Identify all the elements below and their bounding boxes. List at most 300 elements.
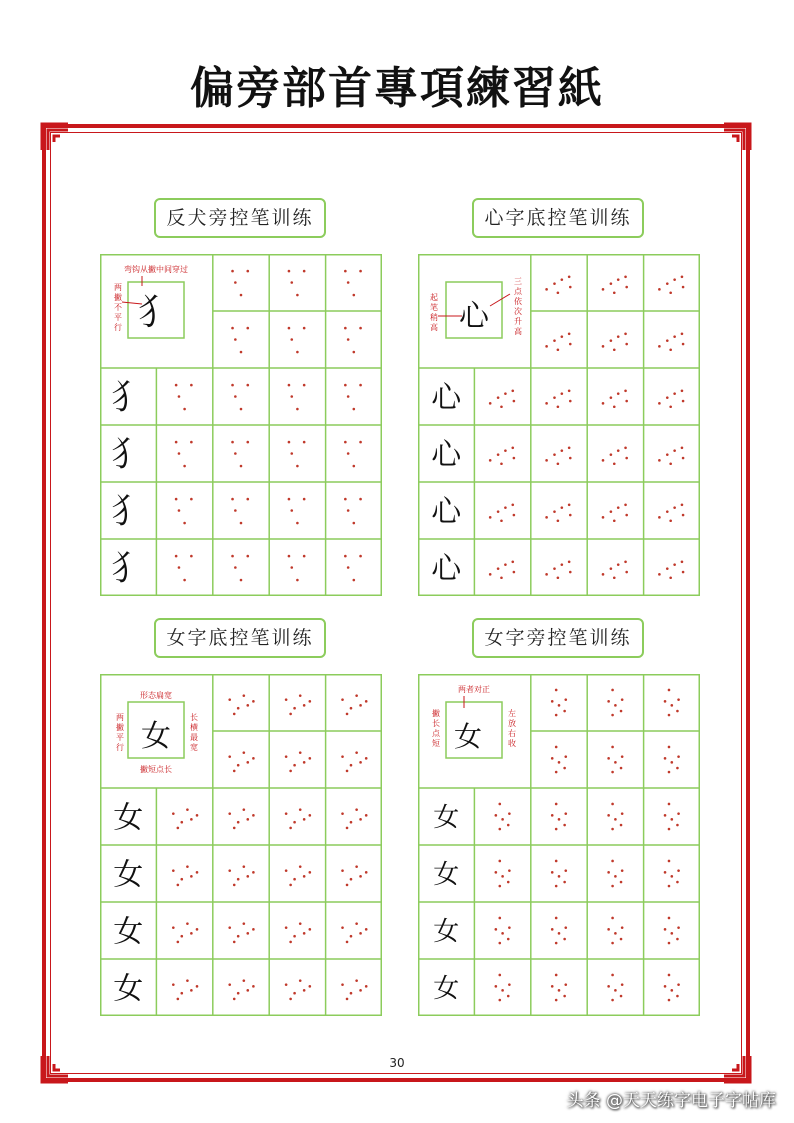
trace-dot	[617, 563, 620, 566]
trace-dot	[183, 579, 186, 582]
trace-dot	[240, 294, 243, 297]
trace-dot	[246, 270, 249, 273]
trace-dot	[620, 710, 623, 713]
tracing-dots	[664, 803, 680, 831]
tracing-dots	[545, 333, 571, 352]
note-left: 撇长点短	[432, 709, 440, 748]
trace-dot	[561, 563, 564, 566]
trace-dot	[614, 932, 617, 935]
trace-dot	[669, 405, 672, 408]
demo-box	[114, 264, 188, 338]
trace-dot	[673, 563, 676, 566]
trace-dot	[624, 447, 627, 450]
trace-dot	[558, 875, 561, 878]
tracing-dots	[607, 803, 623, 831]
trace-dot	[553, 510, 556, 513]
trace-dot	[341, 926, 344, 929]
trace-dot	[563, 995, 566, 998]
trace-dot	[231, 384, 234, 387]
trace-dot	[607, 757, 610, 760]
trace-dot	[624, 333, 627, 336]
tracing-dots	[288, 384, 306, 411]
trace-dot	[234, 338, 237, 341]
trace-dot	[495, 985, 498, 988]
trace-dot	[228, 926, 231, 929]
trace-dot	[288, 498, 291, 501]
corner-ornament-top-left	[40, 122, 70, 152]
trace-dot	[664, 871, 667, 874]
trace-dot	[186, 922, 189, 925]
tracing-dots	[341, 979, 367, 1000]
trace-dot	[233, 998, 236, 1001]
tracing-dots	[341, 865, 367, 886]
trace-dot	[611, 885, 614, 888]
trace-dot	[614, 761, 617, 764]
trace-dot	[309, 814, 312, 817]
tracing-dots	[231, 498, 249, 525]
trace-dot	[289, 884, 292, 887]
trace-dot	[365, 985, 368, 988]
trace-dot	[568, 504, 571, 507]
tracing-dots	[664, 689, 680, 717]
trace-dot	[664, 700, 667, 703]
trace-dot	[558, 818, 561, 821]
trace-dot	[498, 828, 501, 831]
tracing-dots	[551, 803, 567, 831]
trace-dot	[673, 392, 676, 395]
trace-dot	[240, 351, 243, 354]
tracing-dots	[231, 327, 249, 354]
trace-dot	[246, 384, 249, 387]
trace-dot	[614, 989, 617, 992]
tracing-dots	[602, 390, 628, 409]
trace-dot	[350, 935, 353, 938]
trace-dot	[511, 504, 514, 507]
tracing-dots	[664, 917, 680, 945]
trace-dot	[288, 327, 291, 330]
trace-dot	[190, 989, 193, 992]
note-right: 长横最宽	[190, 713, 198, 752]
tracing-dots	[489, 390, 515, 409]
sample-char: 心	[431, 494, 462, 530]
trace-dot	[682, 571, 685, 574]
trace-dot	[610, 339, 613, 342]
trace-dot	[676, 995, 679, 998]
trace-dot	[563, 824, 566, 827]
trace-dot	[557, 291, 560, 294]
trace-dot	[190, 441, 193, 444]
trace-dot	[513, 457, 516, 460]
trace-dot	[344, 270, 347, 273]
trace-dot	[620, 995, 623, 998]
sample-char: 心	[431, 437, 462, 473]
trace-dot	[233, 770, 236, 773]
trace-dot	[172, 869, 175, 872]
trace-dot	[669, 291, 672, 294]
trace-dot	[341, 698, 344, 701]
trace-dot	[246, 875, 249, 878]
trace-dot	[602, 573, 605, 576]
trace-dot	[668, 714, 671, 717]
trace-dot	[353, 522, 356, 525]
trace-dot	[555, 828, 558, 831]
trace-dot	[344, 441, 347, 444]
trace-dot	[557, 519, 560, 522]
trace-dot	[677, 698, 680, 701]
trace-dot	[495, 814, 498, 817]
section-title-xinzi: 心字底控笔训练	[472, 198, 644, 238]
trace-dot	[359, 875, 362, 878]
trace-dot	[613, 291, 616, 294]
trace-dot	[303, 932, 306, 935]
tracing-dots	[602, 561, 628, 580]
trace-dot	[231, 555, 234, 558]
trace-dot	[177, 941, 180, 944]
trace-dot	[359, 498, 362, 501]
trace-dot	[613, 405, 616, 408]
trace-dot	[293, 821, 296, 824]
trace-dot	[309, 985, 312, 988]
trace-dot	[545, 459, 548, 462]
trace-dot	[545, 402, 548, 405]
trace-dot	[489, 459, 492, 462]
tracing-dots	[607, 917, 623, 945]
trace-dot	[682, 343, 685, 346]
trace-dot	[617, 278, 620, 281]
trace-dot	[621, 926, 624, 929]
practice-grid-nvzidi	[100, 674, 382, 1016]
trace-dot	[669, 348, 672, 351]
trace-dot	[507, 824, 510, 827]
trace-dot	[234, 509, 237, 512]
trace-dot	[504, 392, 507, 395]
tracing-dots	[344, 441, 362, 468]
trace-dot	[671, 761, 674, 764]
trace-dot	[243, 865, 246, 868]
trace-dot	[664, 928, 667, 931]
trace-dot	[177, 884, 180, 887]
trace-dot	[365, 700, 368, 703]
trace-dot	[353, 465, 356, 468]
tracing-dots	[175, 498, 193, 525]
trace-dot	[668, 942, 671, 945]
tracing-dots	[172, 808, 198, 829]
trace-dot	[355, 694, 358, 697]
tracing-dots	[285, 808, 311, 829]
trace-dot	[246, 932, 249, 935]
trace-dot	[500, 519, 503, 522]
page-title: 偏旁部首專項練習紙	[190, 63, 604, 114]
trace-dot	[309, 700, 312, 703]
page-number: 30	[389, 1056, 405, 1070]
trace-dot	[677, 812, 680, 815]
trace-dot	[668, 746, 671, 749]
trace-dot	[611, 917, 614, 920]
trace-dot	[293, 935, 296, 938]
practice-grid-xinzi	[418, 254, 700, 596]
trace-dot	[545, 516, 548, 519]
trace-dot	[551, 871, 554, 874]
trace-dot	[568, 447, 571, 450]
trace-dot	[563, 710, 566, 713]
trace-dot	[498, 803, 501, 806]
trace-dot	[614, 875, 617, 878]
trace-dot	[555, 885, 558, 888]
trace-dot	[309, 928, 312, 931]
trace-dot	[234, 452, 237, 455]
trace-dot	[178, 395, 181, 398]
trace-dot	[355, 865, 358, 868]
trace-dot	[676, 767, 679, 770]
trace-dot	[228, 698, 231, 701]
tracing-dots	[658, 561, 684, 580]
trace-dot	[508, 869, 511, 872]
tracing-dots	[344, 327, 362, 354]
trace-dot	[303, 384, 306, 387]
trace-dot	[228, 983, 231, 986]
trace-dot	[664, 757, 667, 760]
trace-dot	[602, 288, 605, 291]
trace-dot	[289, 713, 292, 716]
practice-grid-nvzipang	[418, 674, 700, 1016]
trace-dot	[359, 704, 362, 707]
trace-dot	[624, 561, 627, 564]
trace-dot	[666, 282, 669, 285]
trace-dot	[246, 704, 249, 707]
trace-dot	[621, 869, 624, 872]
trace-dot	[180, 992, 183, 995]
trace-dot	[243, 922, 246, 925]
trace-dot	[353, 408, 356, 411]
trace-dot	[671, 989, 674, 992]
trace-dot	[285, 812, 288, 815]
trace-dot	[682, 457, 685, 460]
trace-dot	[489, 573, 492, 576]
trace-dot	[180, 878, 183, 881]
trace-dot	[607, 700, 610, 703]
trace-dot	[296, 579, 299, 582]
trace-dot	[668, 999, 671, 1002]
sample-char: 女	[113, 800, 144, 836]
trace-dot	[569, 514, 572, 517]
trace-dot	[669, 462, 672, 465]
trace-dot	[602, 459, 605, 462]
trace-dot	[658, 459, 661, 462]
trace-dot	[359, 441, 362, 444]
tracing-dots	[664, 860, 680, 888]
tracing-dots	[172, 979, 198, 1000]
trace-dot	[669, 576, 672, 579]
demo-box	[116, 690, 198, 774]
trace-dot	[558, 932, 561, 935]
trace-dot	[299, 751, 302, 754]
trace-dot	[610, 567, 613, 570]
sample-char: 犭	[111, 548, 146, 589]
trace-dot	[190, 384, 193, 387]
corner-ornament-top-right	[722, 122, 752, 152]
trace-dot	[497, 567, 500, 570]
trace-dot	[290, 338, 293, 341]
trace-dot	[625, 514, 628, 517]
trace-dot	[671, 704, 674, 707]
trace-dot	[498, 860, 501, 863]
trace-dot	[231, 498, 234, 501]
trace-dot	[668, 771, 671, 774]
trace-dot	[558, 704, 561, 707]
tracing-dots	[658, 504, 684, 523]
demo-char: 女	[453, 720, 483, 753]
trace-dot	[682, 514, 685, 517]
trace-dot	[555, 942, 558, 945]
trace-dot	[346, 827, 349, 830]
trace-dot	[289, 827, 292, 830]
note-right: 左放右收	[508, 709, 516, 748]
trace-dot	[624, 276, 627, 279]
trace-dot	[677, 869, 680, 872]
trace-dot	[299, 922, 302, 925]
tracing-dots	[285, 979, 311, 1000]
trace-dot	[196, 985, 199, 988]
trace-dot	[177, 998, 180, 1001]
demo-char: 女	[141, 719, 171, 754]
trace-dot	[564, 755, 567, 758]
trace-dot	[196, 871, 199, 874]
sample-char: 女	[433, 859, 460, 890]
tracing-dots	[607, 746, 623, 774]
trace-dot	[558, 761, 561, 764]
trace-dot	[681, 504, 684, 507]
tracing-dots	[231, 270, 249, 297]
demo-box	[432, 684, 516, 758]
trace-dot	[183, 408, 186, 411]
trace-dot	[243, 694, 246, 697]
trace-dot	[501, 932, 504, 935]
trace-dot	[303, 555, 306, 558]
trace-dot	[668, 803, 671, 806]
trace-dot	[671, 818, 674, 821]
trace-dot	[682, 286, 685, 289]
trace-dot	[228, 755, 231, 758]
tracing-dots	[658, 333, 684, 352]
tracing-dots	[602, 447, 628, 466]
tracing-dots	[288, 327, 306, 354]
trace-dot	[285, 698, 288, 701]
trace-dot	[303, 498, 306, 501]
trace-dot	[237, 707, 240, 710]
trace-dot	[508, 926, 511, 929]
tracing-dots	[341, 922, 367, 943]
tracing-dots	[545, 504, 571, 523]
trace-dot	[676, 938, 679, 941]
trace-dot	[290, 509, 293, 512]
trace-dot	[178, 566, 181, 569]
trace-dot	[681, 333, 684, 336]
trace-dot	[610, 453, 613, 456]
trace-dot	[196, 814, 199, 817]
trace-dot	[237, 992, 240, 995]
trace-dot	[611, 803, 614, 806]
sample-char: 女	[433, 916, 460, 947]
trace-dot	[252, 757, 255, 760]
trace-dot	[621, 812, 624, 815]
trace-dot	[513, 514, 516, 517]
trace-dot	[500, 405, 503, 408]
tracing-dots	[344, 270, 362, 297]
trace-dot	[677, 926, 680, 929]
tracing-dots	[344, 555, 362, 582]
note-left: 起笔稍高	[430, 293, 438, 332]
trace-dot	[553, 282, 556, 285]
demo-char: 心	[459, 299, 489, 334]
tracing-dots	[228, 865, 254, 886]
tracing-dots	[489, 561, 515, 580]
tracing-dots	[607, 974, 623, 1002]
note-left: 两撇平行	[116, 713, 124, 752]
trace-dot	[508, 812, 511, 815]
trace-dot	[303, 327, 306, 330]
trace-dot	[668, 917, 671, 920]
trace-dot	[234, 395, 237, 398]
trace-dot	[186, 865, 189, 868]
trace-dot	[681, 276, 684, 279]
trace-dot	[666, 567, 669, 570]
tracing-dots	[495, 860, 511, 888]
trace-dot	[551, 757, 554, 760]
tracing-dots	[551, 689, 567, 717]
trace-dot	[497, 510, 500, 513]
trace-dot	[289, 770, 292, 773]
tracing-dots	[228, 694, 254, 715]
trace-dot	[569, 571, 572, 574]
trace-dot	[611, 860, 614, 863]
trace-dot	[658, 288, 661, 291]
tracing-dots	[228, 751, 254, 772]
tracing-dots	[607, 689, 623, 717]
tracing-dots	[231, 384, 249, 411]
trace-dot	[681, 390, 684, 393]
trace-dot	[288, 555, 291, 558]
trace-dot	[365, 757, 368, 760]
trace-dot	[186, 808, 189, 811]
trace-dot	[555, 999, 558, 1002]
trace-dot	[183, 465, 186, 468]
trace-dot	[611, 771, 614, 774]
tracing-dots	[341, 808, 367, 829]
trace-dot	[563, 881, 566, 884]
trace-dot	[237, 878, 240, 881]
tracing-dots	[495, 974, 511, 1002]
trace-dot	[347, 509, 350, 512]
trace-dot	[237, 764, 240, 767]
trace-dot	[344, 327, 347, 330]
tracing-dots	[228, 979, 254, 1000]
trace-dot	[681, 561, 684, 564]
tracing-dots	[228, 808, 254, 829]
trace-dot	[231, 441, 234, 444]
trace-dot	[289, 998, 292, 1001]
trace-dot	[359, 384, 362, 387]
trace-dot	[303, 704, 306, 707]
trace-dot	[180, 935, 183, 938]
trace-dot	[610, 510, 613, 513]
trace-dot	[495, 871, 498, 874]
trace-dot	[172, 983, 175, 986]
trace-dot	[252, 814, 255, 817]
trace-dot	[504, 449, 507, 452]
tracing-dots	[602, 333, 628, 352]
trace-dot	[607, 928, 610, 931]
trace-dot	[353, 579, 356, 582]
